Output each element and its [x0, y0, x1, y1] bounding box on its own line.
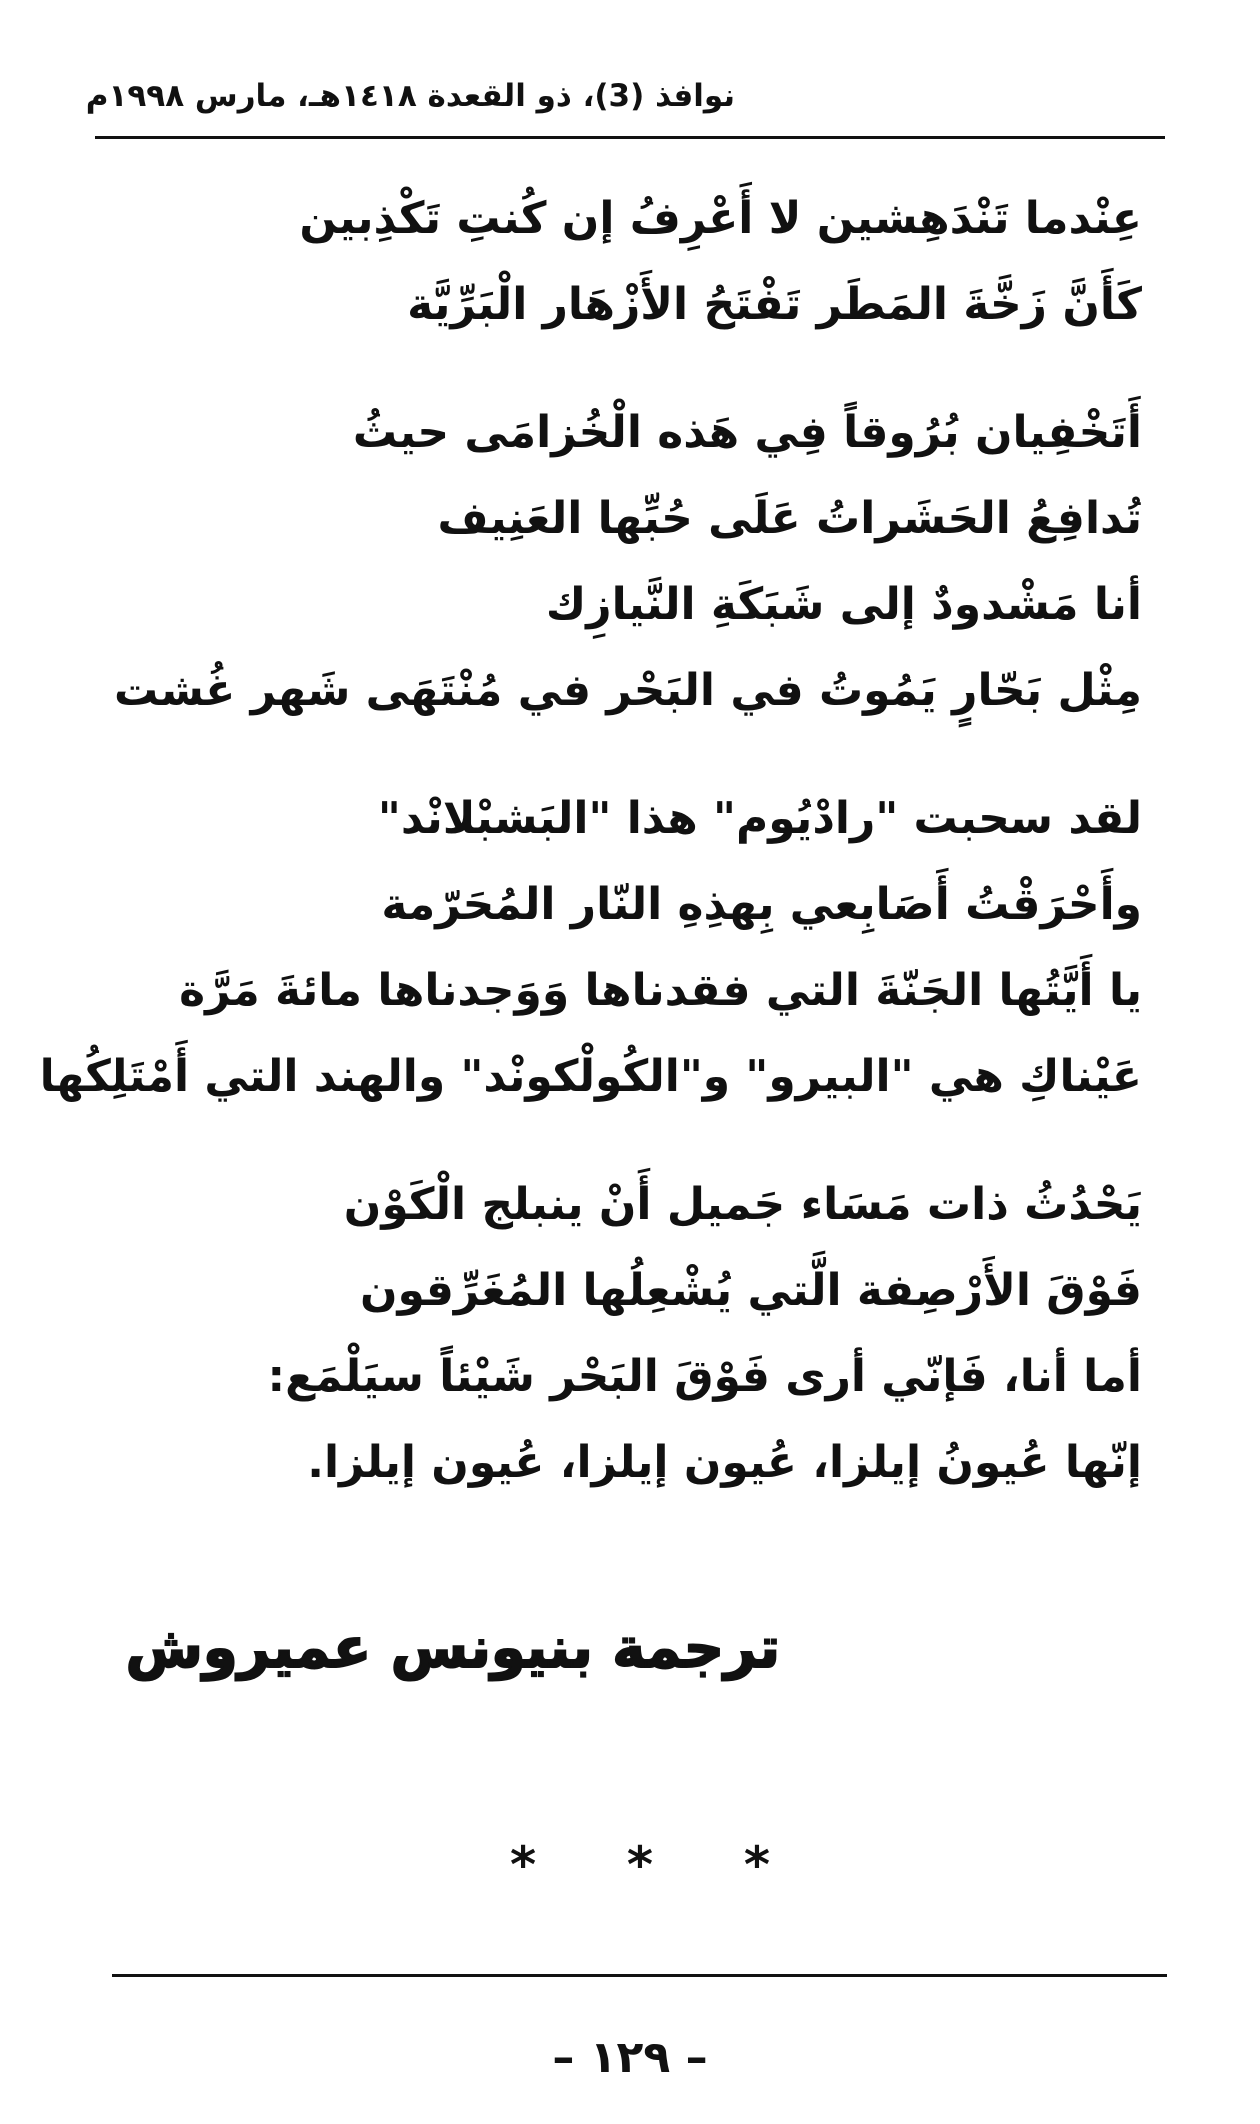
poem-line: عَيْناكِ هي "البيرو" و"الكُولْكونْد" والهند التي أَمْتَلِكُها	[39, 1051, 1142, 1102]
translator-credit: ترجمة بنيونس عميروش	[125, 1616, 780, 1681]
poem-line: عِنْدما تَنْدَهِشين لا أَعْرِفُ إن كُنتِ تَكْذِبين	[299, 193, 1142, 244]
poem-line: لقد سحبت "رادْيُوم" هذا "البَشبْلانْد"	[377, 793, 1142, 844]
star-ornament: *	[626, 1836, 654, 1894]
poem-line: إنّها عُيونُ إيلزا، عُيون إيلزا، عُيون إيلزا.	[307, 1437, 1142, 1488]
stanza-2	[113, 390, 1142, 734]
poem-line: يا أَيَّتُها الجَنّةَ التي فقدناها وَوَجدناها مائةَ مَرَّة	[179, 965, 1142, 1016]
running-head: نوافذ (3)، ذو القعدة ١٤١٨هـ، مارس ١٩٩٨م	[85, 78, 735, 114]
poem-line: أنا مَشْدودٌ إلى شَبَكَةِ النَّيازِك	[545, 579, 1142, 630]
footer-rule	[112, 1974, 1167, 1977]
star-ornament: *	[510, 1836, 537, 1894]
poem-line: أما أنا، فَإنّي أرى فَوْقَ البَحْر شَيْئاً سيَلْمَع:	[267, 1351, 1142, 1402]
poem	[39, 176, 1142, 1548]
stanza-4	[142, 1162, 1142, 1506]
poem-line: وأَحْرَقْتُ أَصَابِعي بِهذِهِ النّار المُحَرّمة	[381, 879, 1142, 930]
star-ornament: *	[743, 1836, 770, 1894]
poem-line: فَوْقَ الأَرْصِفة الَّتي يُشْعِلُها المُغَرِّقون	[359, 1265, 1142, 1316]
stanza-1	[142, 176, 1142, 348]
stanza-3	[39, 776, 1142, 1120]
poem-line: تُدافِعُ الحَشَراتُ عَلَى حُبِّها العَنِيف	[437, 493, 1142, 544]
poem-line: كَأَنَّ زَخَّةَ المَطَر تَفْتَحُ الأَزْهَار الْبَرِّيَّة	[407, 279, 1142, 330]
poem-line: يَحْدُثُ ذات مَسَاء جَميل أَنْ ينبلج الْكَوْن	[343, 1179, 1142, 1230]
page-number: – ١٢٩ –	[552, 2032, 708, 2083]
section-break-stars	[510, 1836, 770, 1894]
poem-line: مِثْل بَحّارٍ يَمُوتُ في البَحْر في مُنْتَهَى شَهر غُشت	[113, 665, 1142, 716]
poem-line: أَتَخْفِيان بُرُوقاً فِي هَذه الْخُزامَى حيثُ	[352, 407, 1142, 458]
header-rule	[95, 136, 1165, 139]
